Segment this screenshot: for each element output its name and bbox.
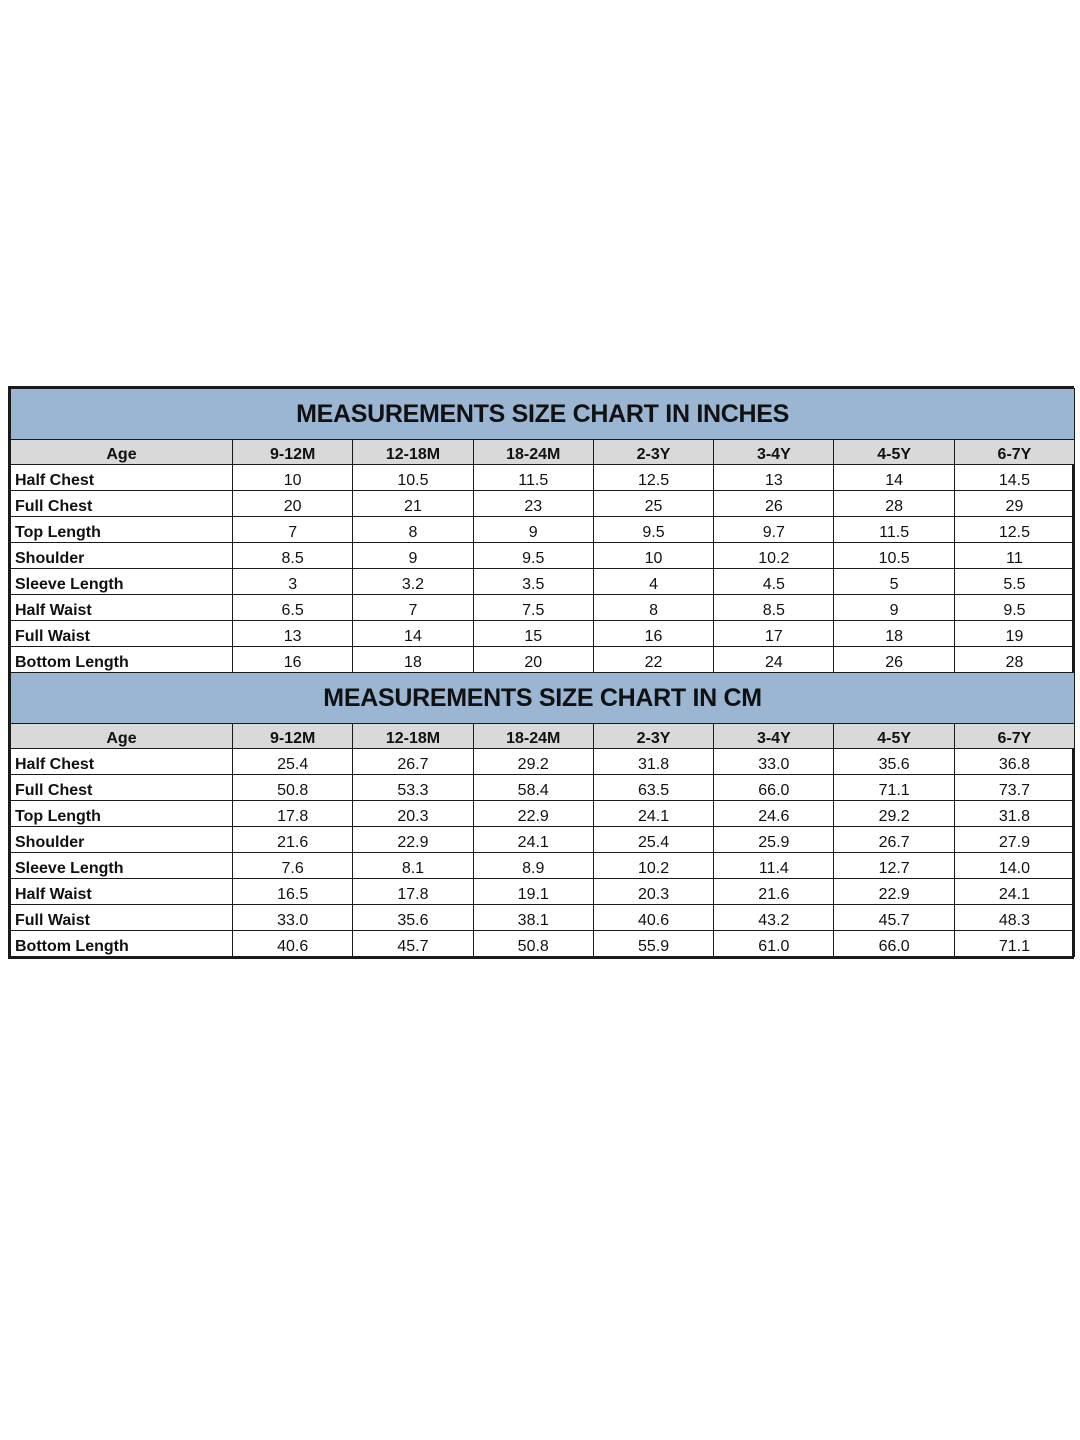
- table-cell: 38.1: [473, 905, 593, 931]
- table-cell: 16: [593, 621, 713, 647]
- table-cell: 9: [473, 517, 593, 543]
- table-cell: 19: [954, 621, 1074, 647]
- row-label: Half Chest: [11, 465, 233, 491]
- table-cell: 22.9: [834, 879, 954, 905]
- table-cell: 3.2: [353, 569, 473, 595]
- table-row: [11, 931, 1075, 957]
- table-cell: 22: [593, 647, 713, 673]
- cm-title-row: [11, 673, 1075, 724]
- table-cell: 9.5: [473, 543, 593, 569]
- table-cell: 45.7: [834, 905, 954, 931]
- table-cell: 35.6: [834, 749, 954, 775]
- table-cell: 61.0: [714, 931, 834, 957]
- table-cell: 36.8: [954, 749, 1074, 775]
- row-label: Full Chest: [11, 775, 233, 801]
- table-cell: 24: [714, 647, 834, 673]
- table-row: [11, 517, 1075, 543]
- table-cell: 9: [353, 543, 473, 569]
- table-cell: 12.5: [954, 517, 1074, 543]
- row-label: Bottom Length: [11, 647, 233, 673]
- column-header-size: 9-12M: [233, 724, 353, 749]
- inches-header-row: [11, 440, 1075, 465]
- table-cell: 58.4: [473, 775, 593, 801]
- column-header-size: 12-18M: [353, 440, 473, 465]
- column-header-size: 6-7Y: [954, 724, 1074, 749]
- table-cell: 50.8: [473, 931, 593, 957]
- table-cell: 8.1: [353, 853, 473, 879]
- column-header-size: 2-3Y: [593, 440, 713, 465]
- cm-header-row: [11, 724, 1075, 749]
- table-cell: 43.2: [714, 905, 834, 931]
- table-row: [11, 595, 1075, 621]
- table-cell: 8: [593, 595, 713, 621]
- table-row: [11, 827, 1075, 853]
- table-cell: 63.5: [593, 775, 713, 801]
- table-cell: 9.5: [954, 595, 1074, 621]
- table-cell: 3: [233, 569, 353, 595]
- inches-title-row: [11, 389, 1075, 440]
- table-cell: 20.3: [593, 879, 713, 905]
- table-cell: 11.4: [714, 853, 834, 879]
- table-cell: 71.1: [834, 775, 954, 801]
- table-cell: 28: [954, 647, 1074, 673]
- table-cell: 50.8: [233, 775, 353, 801]
- table-cell: 33.0: [233, 905, 353, 931]
- inches-chart-title: MEASUREMENTS SIZE CHART IN INCHES: [11, 389, 1075, 440]
- table-cell: 6.5: [233, 595, 353, 621]
- table-cell: 22.9: [473, 801, 593, 827]
- table-cell: 25.4: [233, 749, 353, 775]
- column-header-size: 18-24M: [473, 440, 593, 465]
- table-cell: 31.8: [954, 801, 1074, 827]
- table-row: [11, 491, 1075, 517]
- row-label: Top Length: [11, 801, 233, 827]
- table-cell: 16.5: [233, 879, 353, 905]
- row-label: Shoulder: [11, 827, 233, 853]
- row-label: Shoulder: [11, 543, 233, 569]
- table-cell: 4: [593, 569, 713, 595]
- table-cell: 11.5: [834, 517, 954, 543]
- row-label: Full Waist: [11, 621, 233, 647]
- table-cell: 26: [714, 491, 834, 517]
- table-cell: 12.7: [834, 853, 954, 879]
- table-cell: 55.9: [593, 931, 713, 957]
- column-header-size: 3-4Y: [714, 724, 834, 749]
- table-cell: 16: [233, 647, 353, 673]
- table-row: [11, 853, 1075, 879]
- table-cell: 26.7: [834, 827, 954, 853]
- table-cell: 10.2: [593, 853, 713, 879]
- table-cell: 8: [353, 517, 473, 543]
- table-cell: 33.0: [714, 749, 834, 775]
- table-cell: 19.1: [473, 879, 593, 905]
- column-header-age: Age: [11, 440, 233, 465]
- size-chart: [8, 386, 1074, 959]
- table-cell: 13: [233, 621, 353, 647]
- row-label: Sleeve Length: [11, 853, 233, 879]
- row-label: Sleeve Length: [11, 569, 233, 595]
- table-row: [11, 569, 1075, 595]
- table-cell: 20: [473, 647, 593, 673]
- table-cell: 9.7: [714, 517, 834, 543]
- table-cell: 18: [353, 647, 473, 673]
- table-cell: 25.4: [593, 827, 713, 853]
- column-header-size: 4-5Y: [834, 440, 954, 465]
- table-cell: 20: [233, 491, 353, 517]
- table-cell: 18: [834, 621, 954, 647]
- table-cell: 17: [714, 621, 834, 647]
- table-cell: 4.5: [714, 569, 834, 595]
- column-header-size: 4-5Y: [834, 724, 954, 749]
- column-header-size: 12-18M: [353, 724, 473, 749]
- table-cell: 7: [233, 517, 353, 543]
- table-cell: 10.2: [714, 543, 834, 569]
- table-cell: 17.8: [233, 801, 353, 827]
- table-cell: 7: [353, 595, 473, 621]
- row-label: Full Chest: [11, 491, 233, 517]
- table-cell: 40.6: [233, 931, 353, 957]
- cm-chart-title: MEASUREMENTS SIZE CHART IN CM: [11, 673, 1075, 724]
- column-header-size: 3-4Y: [714, 440, 834, 465]
- table-cell: 24.1: [473, 827, 593, 853]
- row-label: Half Waist: [11, 595, 233, 621]
- table-cell: 53.3: [353, 775, 473, 801]
- table-cell: 14: [353, 621, 473, 647]
- table-cell: 14.5: [954, 465, 1074, 491]
- size-chart-table: [10, 388, 1075, 957]
- table-cell: 14: [834, 465, 954, 491]
- row-label: Half Chest: [11, 749, 233, 775]
- table-row: [11, 905, 1075, 931]
- table-cell: 26.7: [353, 749, 473, 775]
- table-cell: 5: [834, 569, 954, 595]
- table-cell: 8.5: [233, 543, 353, 569]
- table-cell: 10.5: [353, 465, 473, 491]
- table-cell: 35.6: [353, 905, 473, 931]
- table-row: [11, 621, 1075, 647]
- table-cell: 15: [473, 621, 593, 647]
- table-cell: 71.1: [954, 931, 1074, 957]
- column-header-size: 9-12M: [233, 440, 353, 465]
- table-cell: 5.5: [954, 569, 1074, 595]
- table-cell: 13: [714, 465, 834, 491]
- table-cell: 24.1: [954, 879, 1074, 905]
- row-label: Top Length: [11, 517, 233, 543]
- table-cell: 23: [473, 491, 593, 517]
- table-cell: 10: [233, 465, 353, 491]
- table-cell: 40.6: [593, 905, 713, 931]
- table-cell: 26: [834, 647, 954, 673]
- table-cell: 25.9: [714, 827, 834, 853]
- table-cell: 17.8: [353, 879, 473, 905]
- table-row: [11, 465, 1075, 491]
- table-cell: 27.9: [954, 827, 1074, 853]
- table-cell: 10.5: [834, 543, 954, 569]
- column-header-size: 18-24M: [473, 724, 593, 749]
- table-cell: 28: [834, 491, 954, 517]
- table-cell: 11: [954, 543, 1074, 569]
- table-row: [11, 879, 1075, 905]
- table-cell: 22.9: [353, 827, 473, 853]
- table-cell: 31.8: [593, 749, 713, 775]
- row-label: Bottom Length: [11, 931, 233, 957]
- table-cell: 48.3: [954, 905, 1074, 931]
- table-cell: 25: [593, 491, 713, 517]
- table-cell: 12.5: [593, 465, 713, 491]
- column-header-age: Age: [11, 724, 233, 749]
- table-cell: 66.0: [714, 775, 834, 801]
- table-cell: 7.6: [233, 853, 353, 879]
- table-cell: 29: [954, 491, 1074, 517]
- table-cell: 21.6: [233, 827, 353, 853]
- table-cell: 7.5: [473, 595, 593, 621]
- table-cell: 29.2: [473, 749, 593, 775]
- table-cell: 9.5: [593, 517, 713, 543]
- table-row: [11, 543, 1075, 569]
- table-cell: 10: [593, 543, 713, 569]
- table-cell: 66.0: [834, 931, 954, 957]
- table-row: [11, 647, 1075, 673]
- table-cell: 20.3: [353, 801, 473, 827]
- table-cell: 8.9: [473, 853, 593, 879]
- table-cell: 21: [353, 491, 473, 517]
- table-cell: 45.7: [353, 931, 473, 957]
- table-cell: 24.6: [714, 801, 834, 827]
- table-row: [11, 749, 1075, 775]
- table-cell: 29.2: [834, 801, 954, 827]
- table-cell: 11.5: [473, 465, 593, 491]
- table-cell: 73.7: [954, 775, 1074, 801]
- table-cell: 21.6: [714, 879, 834, 905]
- table-cell: 14.0: [954, 853, 1074, 879]
- row-label: Half Waist: [11, 879, 233, 905]
- table-cell: 8.5: [714, 595, 834, 621]
- table-cell: 24.1: [593, 801, 713, 827]
- column-header-size: 2-3Y: [593, 724, 713, 749]
- row-label: Full Waist: [11, 905, 233, 931]
- column-header-size: 6-7Y: [954, 440, 1074, 465]
- table-row: [11, 801, 1075, 827]
- table-row: [11, 775, 1075, 801]
- table-cell: 3.5: [473, 569, 593, 595]
- table-cell: 9: [834, 595, 954, 621]
